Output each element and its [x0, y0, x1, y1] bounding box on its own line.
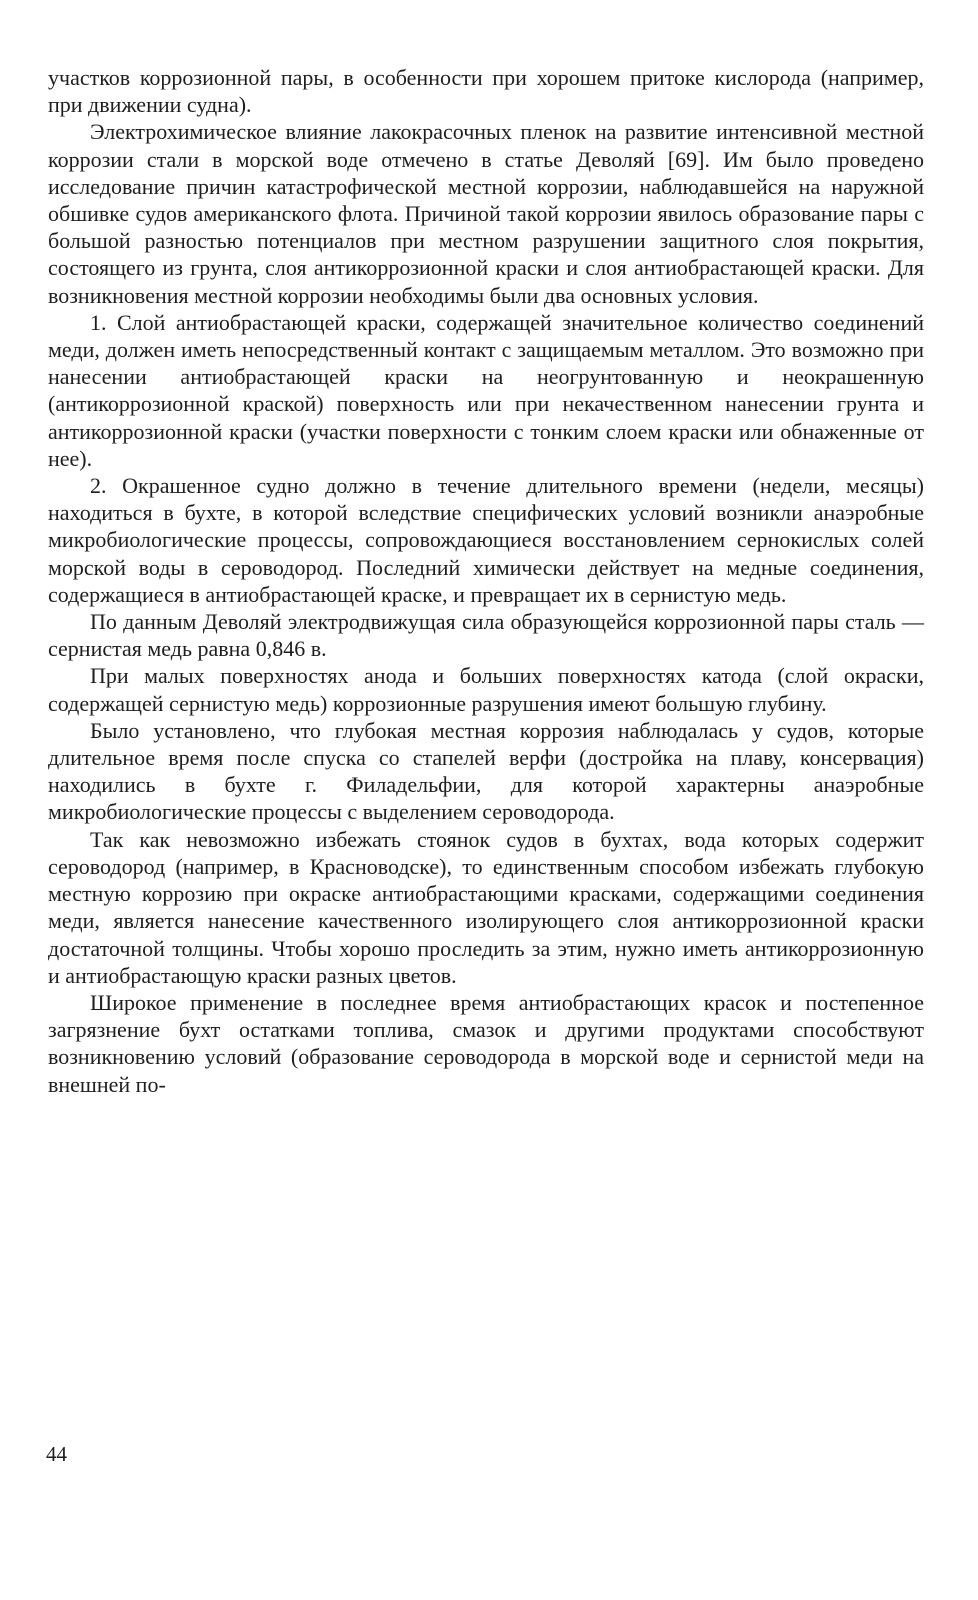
paragraph-anode-cathode: При малых поверхностях анода и больших поверхностях катода (слой окраски, содержащей сернистую медь) коррозионные разрушения имеют большую глубину. — [48, 663, 924, 716]
page-body — [48, 64, 924, 1098]
paragraph-condition-1: 1. Слой антиобрастающей краски, содержащей значительное количество соединений меди, должен иметь непосредственный контакт с защищаемым металлом. Это возможно при нанесении антиобрастающей краски на неогрунтованную и неокрашенную (антикоррозионной краской) поверхность или при некачественном нанесении грунта и антикоррозионной краски (участки поверхности с тонким слоем краски или обнаженные от нее). — [48, 309, 924, 471]
paragraph-devolyai-study: Электрохимическое влияние лакокрасочных пленок на развитие интенсивной местной коррозии стали в морской воде отмечено в статье Деволяй [69]. Им было проведено исследование причин катастрофической местной коррозии, наблюдавшейся на наружной обшивке судов американского флота. Причиной такой коррозии явилось образование пары с большой разностью потенциалов при местном разрушении защитного слоя покрытия, состоящего из грунта, слоя антикоррозионной краски и слоя антиобрастающей краски. Для возникновения местной коррозии необходимы были два основных условия. — [48, 119, 924, 308]
paragraph-philadelphia: Было установлено, что глубокая местная коррозия наблюдалась у судов, которые длительное время после спуска со стапелей верфи (достройка на плаву, консервация) находились в бухте г. Филадельфии, для которой характерны анаэробные микробиологические процессы с выделением сероводорода. — [48, 717, 924, 825]
paragraph-wide-application: Широкое применение в последнее время антиобрастающих красок и постепенное загрязнение бухт остатками топлива, смазок и другими продуктами способствуют возникновению условий (образование сероводорода в морской воде и сернистой меди на внешней по- — [48, 989, 924, 1097]
paragraph-continuation: участков коррозионной пары, в особенности при хорошем притоке кислорода (например, при движении судна). — [48, 65, 924, 118]
paragraph-condition-2: 2. Окрашенное судно должно в течение длительного времени (недели, месяцы) находиться в бухте, в которой вследствие специфических условий возникли анаэробные микробиологические процессы, сопровождающиеся восстановлением сернокислых солей морской воды в сероводород. Последний химически действует на медные соединения, содержащиеся в антиобрастающей краске, и превращает их в сернистую медь. — [48, 473, 924, 607]
paragraph-krasnovodsk: Так как невозможно избежать стоянок судов в бухтах, вода которых содержит сероводород (например, в Красноводске), то единственным способом избежать глубокую местную коррозию при окраске антиобрастающими красками, содержащими соединения меди, является нанесение качественного изолирующего слоя антикоррозионной краски достаточной толщины. Чтобы хорошо проследить за этим, нужно иметь антикоррозионную и антиобрастающую краски разных цветов. — [48, 826, 924, 988]
paragraph-emf: По данным Деволяй электродвижущая сила образующейся коррозионной пары сталь — сернистая медь равна 0,846 в. — [48, 609, 924, 662]
page-number: 44 — [46, 1442, 67, 1466]
